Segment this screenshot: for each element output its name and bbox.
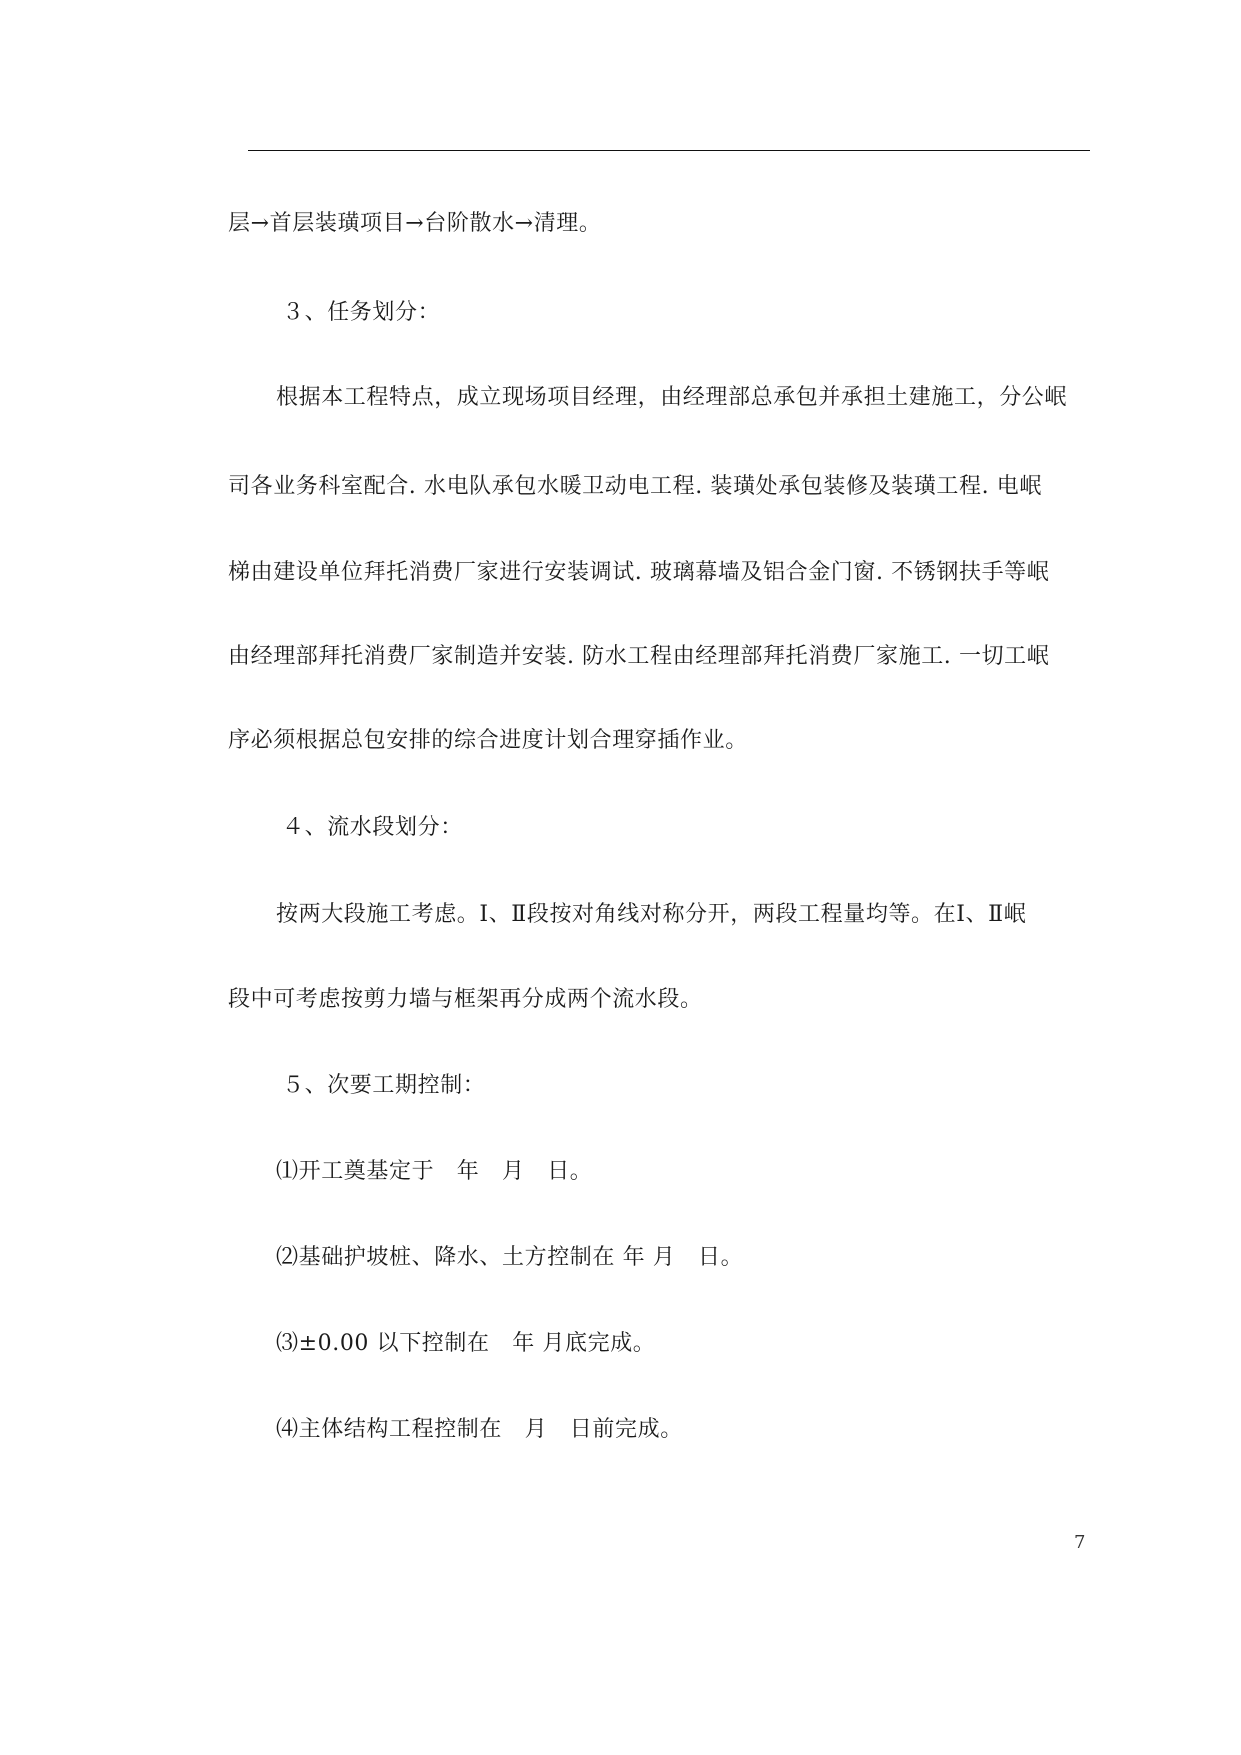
text-line: 按两大段施工考虑。Ⅰ、Ⅱ段按对角线对称分开，两段工程量均等。在Ⅰ、Ⅱ岷	[276, 902, 1027, 927]
text-line: 司各业务科室配合. 水电队承包水暖卫动电工程. 装璜处承包装修及装璜工程. 电岷	[228, 474, 1042, 499]
text-line: 序必须根据总包安排的综合进度计划合理穿插作业。	[228, 728, 748, 753]
text-line: 根据本工程特点，成立现场项目经理，由经理部总承包并承担土建施工，分公岷	[276, 385, 1068, 410]
text-line: 层→首层装璜项目→台阶散水→清理。	[228, 211, 602, 236]
section-heading-flow-sections: ４、流水段划分：	[282, 815, 463, 840]
page-number: 7	[1074, 1532, 1086, 1553]
header-rule	[248, 150, 1090, 151]
list-item: ⑶±0.00 以下控制在 年 月底完成。	[276, 1331, 656, 1356]
text-line: 梯由建设单位拜托消费厂家进行安装调试. 玻璃幕墙及铝合金门窗. 不锈钢扶手等岷	[228, 560, 1050, 585]
section-heading-schedule-control: ５、次要工期控制：	[282, 1073, 486, 1098]
text-line: 由经理部拜托消费厂家制造并安装. 防水工程由经理部拜托消费厂家施工. 一切工岷	[228, 644, 1050, 669]
list-item: ⑴开工奠基定于 年 月 日。	[276, 1159, 593, 1184]
text-line: 段中可考虑按剪力墙与框架再分成两个流水段。	[228, 987, 703, 1012]
section-heading-task-division: ３、任务划分：	[282, 300, 441, 325]
list-item: ⑵基础护坡桩、降水、土方控制在 年 月 日。	[276, 1245, 744, 1270]
list-item: ⑷主体结构工程控制在 月 日前完成。	[276, 1417, 683, 1442]
